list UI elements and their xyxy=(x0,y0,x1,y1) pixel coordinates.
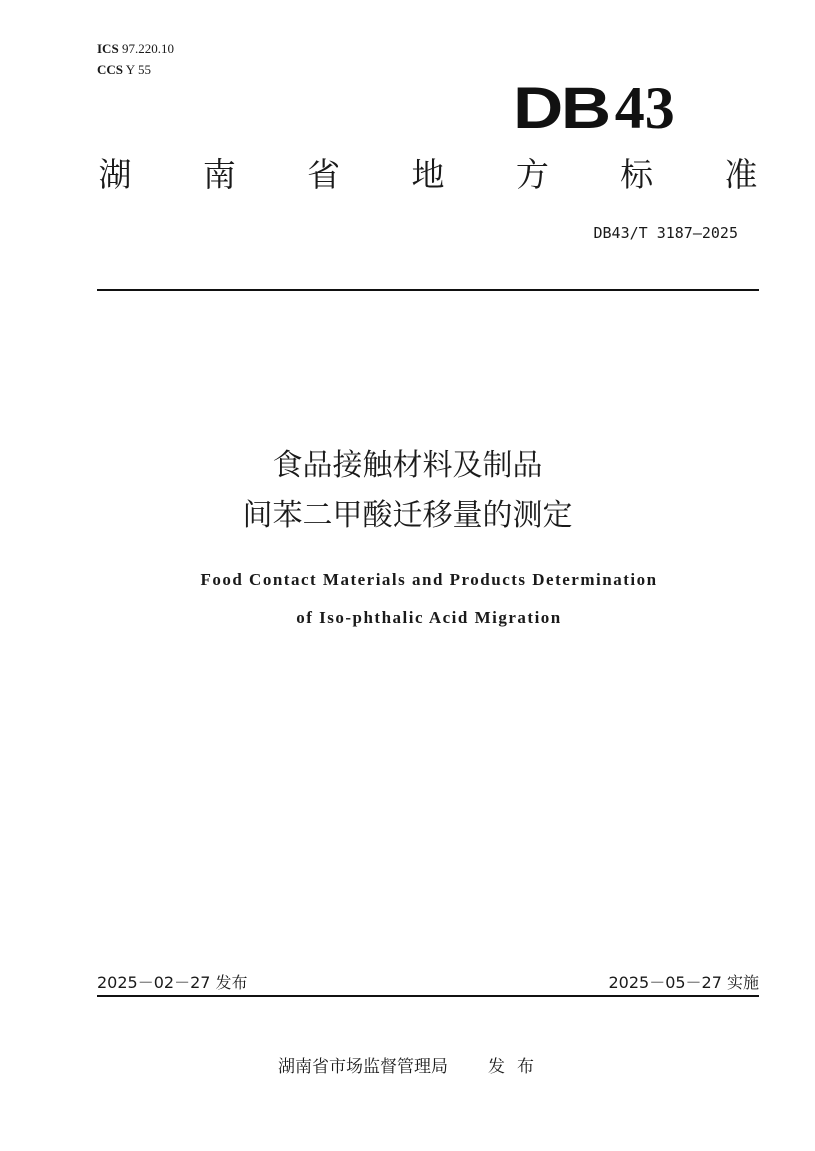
chinese-title xyxy=(0,441,815,541)
ics-label: ICS xyxy=(97,41,119,56)
chinese-title-line-2: 间苯二甲酸迁移量的测定 xyxy=(242,498,573,533)
issuer-name: 湖南省市场监督管理局 xyxy=(278,1057,448,1077)
publish-date: 2025－02－27 发布 xyxy=(97,973,248,992)
english-title xyxy=(0,561,815,637)
date-row xyxy=(97,970,759,993)
db-logo xyxy=(513,66,675,141)
ics-value: 97.220.10 xyxy=(121,41,174,56)
issuer-action: 发布 xyxy=(488,1057,546,1077)
standard-type-char: 地 xyxy=(411,155,445,194)
standard-type-char: 南 xyxy=(202,155,236,194)
standard-type-char: 省 xyxy=(307,155,341,194)
ccs-code xyxy=(97,59,174,80)
db-logo-number: 43 xyxy=(614,75,675,141)
english-title-line-1: Food Contact Materials and Products Determination xyxy=(200,570,658,589)
standard-number: DB43/T 3187—2025 xyxy=(593,224,738,242)
implement-date: 2025－05－27 实施 xyxy=(608,973,759,992)
db-logo-mark: DB xyxy=(513,76,609,141)
english-title-line-2: of Iso-phthalic Acid Migration xyxy=(296,608,562,627)
standard-type-char: 湖 xyxy=(98,155,132,194)
standard-type-char: 准 xyxy=(724,155,758,194)
ics-code xyxy=(97,38,174,59)
top-divider xyxy=(97,289,759,291)
chinese-title-line-1: 食品接触材料及制品 xyxy=(272,448,543,483)
ccs-value: Y 55 xyxy=(125,62,151,77)
standard-type-char: 方 xyxy=(515,155,549,194)
classification-codes xyxy=(97,38,174,80)
issuer xyxy=(278,1052,546,1077)
bottom-divider xyxy=(97,995,759,997)
standard-type-char: 标 xyxy=(620,155,654,194)
ccs-label: CCS xyxy=(97,62,124,77)
standard-type-heading xyxy=(97,150,759,200)
